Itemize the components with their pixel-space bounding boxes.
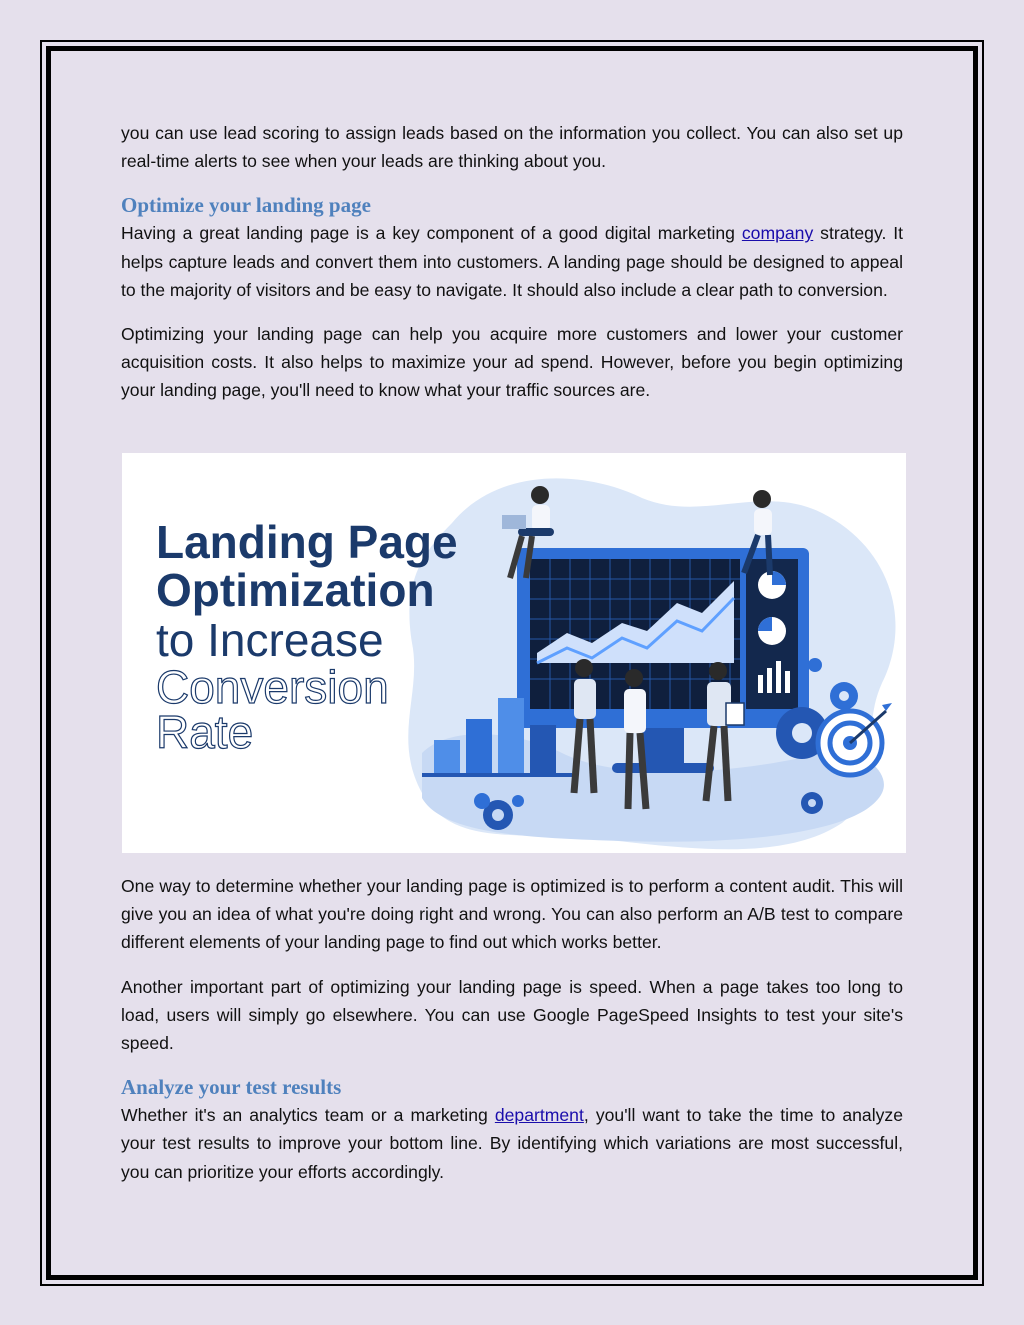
- heading-analyze-test-results: Analyze your test results: [121, 1075, 342, 1100]
- optimize-p1-text-after: strategy. It helps capture leads and convert them into customers. A landing page should be designed to appeal to the majority of visitors and be easy to navigate. It should also include a clear path to conversion.: [121, 223, 904, 300]
- illustration-title-line1: Landing Page: [156, 516, 458, 568]
- illustration-title-line3: to Increase: [156, 614, 384, 666]
- intro-paragraph: you can use lead scoring to assign leads based on the information you collect. You can also set up real-time alerts to see when your leads are thinking about you.: [121, 123, 903, 172]
- illustration-title-line4: Conversion: [156, 661, 389, 713]
- illustration-title-line5: Rate: [156, 706, 254, 758]
- analyze-paragraph: [121, 1101, 903, 1186]
- optimize-paragraph-2: Optimizing your landing page can help you acquire more customers and lower your customer acquisition costs. It also helps to maximize your ad spend. However, before you begin optimizing your landing page, you'll need to know what your traffic sources are.: [121, 324, 903, 401]
- company-link[interactable]: company: [741, 223, 814, 244]
- audit-paragraph-2: Another important part of optimizing your landing page is speed. When a page takes too long to load, users will simply go elsewhere. You can use Google PageSpeed Insights to test your site's speed.: [121, 976, 903, 1054]
- analyze-p1-text-after: , you'll want to take the time to analyze your test results to improve your bottom line. By identifying which variations are most successful, you can prioritize your efforts accordingly.: [121, 1105, 903, 1182]
- document-body-bottom: [121, 872, 903, 1202]
- illustration-title-line2: Optimization: [156, 564, 435, 616]
- landing-page-optimization-illustration: [122, 453, 906, 853]
- analyze-p1-text-before: Whether it's an analytics team or a marketing: [121, 1105, 495, 1126]
- department-link[interactable]: department: [494, 1105, 584, 1126]
- audit-paragraph-1: One way to determine whether your landing page is optimized is to perform a content audit. This will give you an idea of what you're doing right and wrong. You can also perform an A/B test to compare different elements of your landing page to find out which works better.: [121, 876, 903, 953]
- optimize-paragraph-1: [121, 219, 903, 304]
- optimize-p1-text-before: Having a great landing page is a key component of a good digital marketing: [121, 223, 742, 244]
- heading-optimize-landing-page: Optimize your landing page: [121, 193, 371, 218]
- document-body-top: [121, 119, 903, 421]
